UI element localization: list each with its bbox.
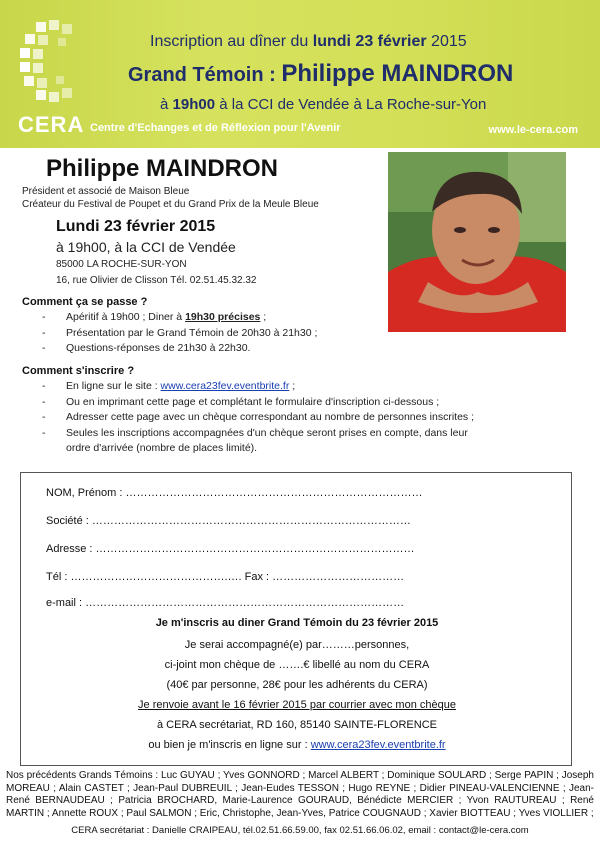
guest-name: Philippe MAINDRON: [46, 155, 278, 182]
logo-text: CERA: [18, 112, 85, 137]
banner-venue-place: à la CCI de Vendée à La Roche-sur-Yon: [215, 96, 487, 113]
program-list: [42, 310, 317, 357]
event-date: Lundi 23 février 2015: [56, 218, 216, 235]
list-item: [42, 310, 317, 326]
return-deadline-text: Je renvoie avant le 16 février 2015 par courrier avec mon chèque: [138, 699, 456, 711]
eventbrite-link[interactable]: www.cera23fev.eventbrite.fr: [160, 380, 290, 392]
check-amount-field[interactable]: ci-joint mon chèque de …….€ libellé au nom du CERA: [164, 659, 430, 671]
banner-venue: [160, 96, 486, 113]
online-registration: [21, 739, 573, 751]
list-item: [42, 426, 474, 457]
program-title: Comment ça se passe ?: [22, 296, 148, 308]
banner-invitation: [150, 33, 467, 51]
program-item-1-pre: Apéritif à 19h00 ; Diner à: [66, 311, 186, 323]
register-item-4a: Seules les inscriptions accompagnées d'un chèque seront prises en compte, dans leur: [66, 426, 468, 439]
guest-photo: [388, 152, 566, 332]
register-item-1-pre: En ligne sur le site :: [66, 380, 161, 392]
form-heading: Je m'inscris au diner Grand Témoin du 23 février 2015: [155, 617, 439, 629]
event-time-place: à 19h00, à la CCI de Vendée: [56, 239, 236, 255]
register-item-4b: ordre d'arrivée (nombre de places limité).: [66, 442, 258, 454]
event-address-street: 16, rue Olivier de Clisson Tél. 02.51.45.32.32: [56, 275, 257, 286]
mailing-address: à CERA secrétariat, RD 160, 85140 SAINTE-FLORENCE: [157, 719, 437, 731]
header-banner: [0, 0, 600, 148]
registration-form: [20, 472, 572, 766]
banner-guest-name: Philippe MAINDRON: [281, 60, 514, 87]
list-item: - Adresser cette page avec un chèque correspondant au nombre de personnes inscrites ;: [42, 410, 474, 426]
phone-fax-field[interactable]: Tél : …………………………………….…. Fax : ………………………………: [46, 571, 405, 583]
list-item: - Présentation par le Grand Témoin de 20h30 à 21h30 ;: [42, 326, 317, 342]
register-list: [42, 379, 474, 457]
website-link[interactable]: www.le-cera.com: [488, 124, 578, 136]
portrait-illustration-icon: [388, 152, 566, 332]
return-deadline: [21, 699, 573, 711]
list-item: - Ou en imprimant cette page et complétant le formulaire d'inscription ci-dessous ;: [42, 395, 474, 411]
email-field[interactable]: e-mail : ……………………………………………………………………………: [46, 597, 405, 609]
banner-invitation-date: lundi 23 février: [312, 33, 427, 50]
banner-guest: [128, 60, 513, 88]
company-field[interactable]: Société : ……………………………………………………………………………: [46, 515, 411, 527]
banner-invitation-year: 2015: [426, 33, 467, 50]
secretariat-contact: CERA secrétariat : Danielle CRAIPEAU, tél.02.51.66.59.00, fax 02.51.66.06.02, email : contact@le-cera.com: [71, 825, 529, 836]
banner-invitation-pre: Inscription au dîner du: [150, 33, 313, 50]
banner-venue-pre: à: [160, 96, 173, 113]
price-info: (40€ par personne, 28€ pour les adhérents du CERA): [166, 679, 428, 691]
guest-role-2: Créateur du Festival de Poupet et du Grand Prix de la Meule Bleue: [22, 199, 319, 210]
register-title: Comment s'inscrire ?: [22, 365, 135, 377]
program-item-1-bold: 19h30 précises: [185, 311, 261, 323]
address-field[interactable]: Adresse : ……………………………………………………………………………: [46, 543, 415, 555]
banner-guest-label: Grand Témoin :: [128, 64, 282, 86]
cera-logo-icon: [16, 18, 86, 108]
program-item-1-post: ;: [260, 311, 267, 323]
guest-role-1: Président et associé de Maison Bleue: [22, 186, 190, 197]
tagline: Centre d'Echanges et de Réflexion pour l'Avenir: [90, 122, 341, 134]
banner-venue-time: 19h00: [172, 96, 216, 113]
previous-guests: Nos précédents Grands Témoins : Luc GUYAU ; Yves GONNORD ; Marcel ALBERT ; Dominique SOULARD ; Serge PAPIN ; Joseph MOREAU ; Alain CASTET ; Jean-Paul DUBREUIL ; Jean-Eudes TESSON ; Hugo REYNE ; Didier PINEAU-VALENCIENNE ; Jean-René BERNAUDEAU ; Patricia BROCHARD, Marie-Laurence GOURAUD, Bénédicte MERCIER ; Yvon RAUTUREAU ; René MARTIN ; Annette ROUX ; Paul SALMON ; Eric, Christophe, Jean-Yves, Patrice COUGNAUD ; Xavier BIOTTEAU ; Yves VIOLLIER ;: [6, 770, 594, 819]
register-item-1-post: ;: [289, 380, 296, 392]
name-field[interactable]: NOM, Prénom : ………………………………………………………………………: [46, 487, 423, 499]
companion-count-field[interactable]: Je serai accompagné(e) par………personnes,: [184, 639, 410, 651]
online-registration-pre: ou bien je m'inscris en ligne sur :: [148, 739, 311, 751]
event-address-city: 85000 LA ROCHE-SUR-YON: [56, 259, 187, 270]
eventbrite-link-form[interactable]: www.cera23fev.eventbrite.fr: [310, 739, 446, 751]
list-item: - Questions-réponses de 21h30 à 22h30.: [42, 341, 317, 357]
list-item: [42, 379, 474, 395]
